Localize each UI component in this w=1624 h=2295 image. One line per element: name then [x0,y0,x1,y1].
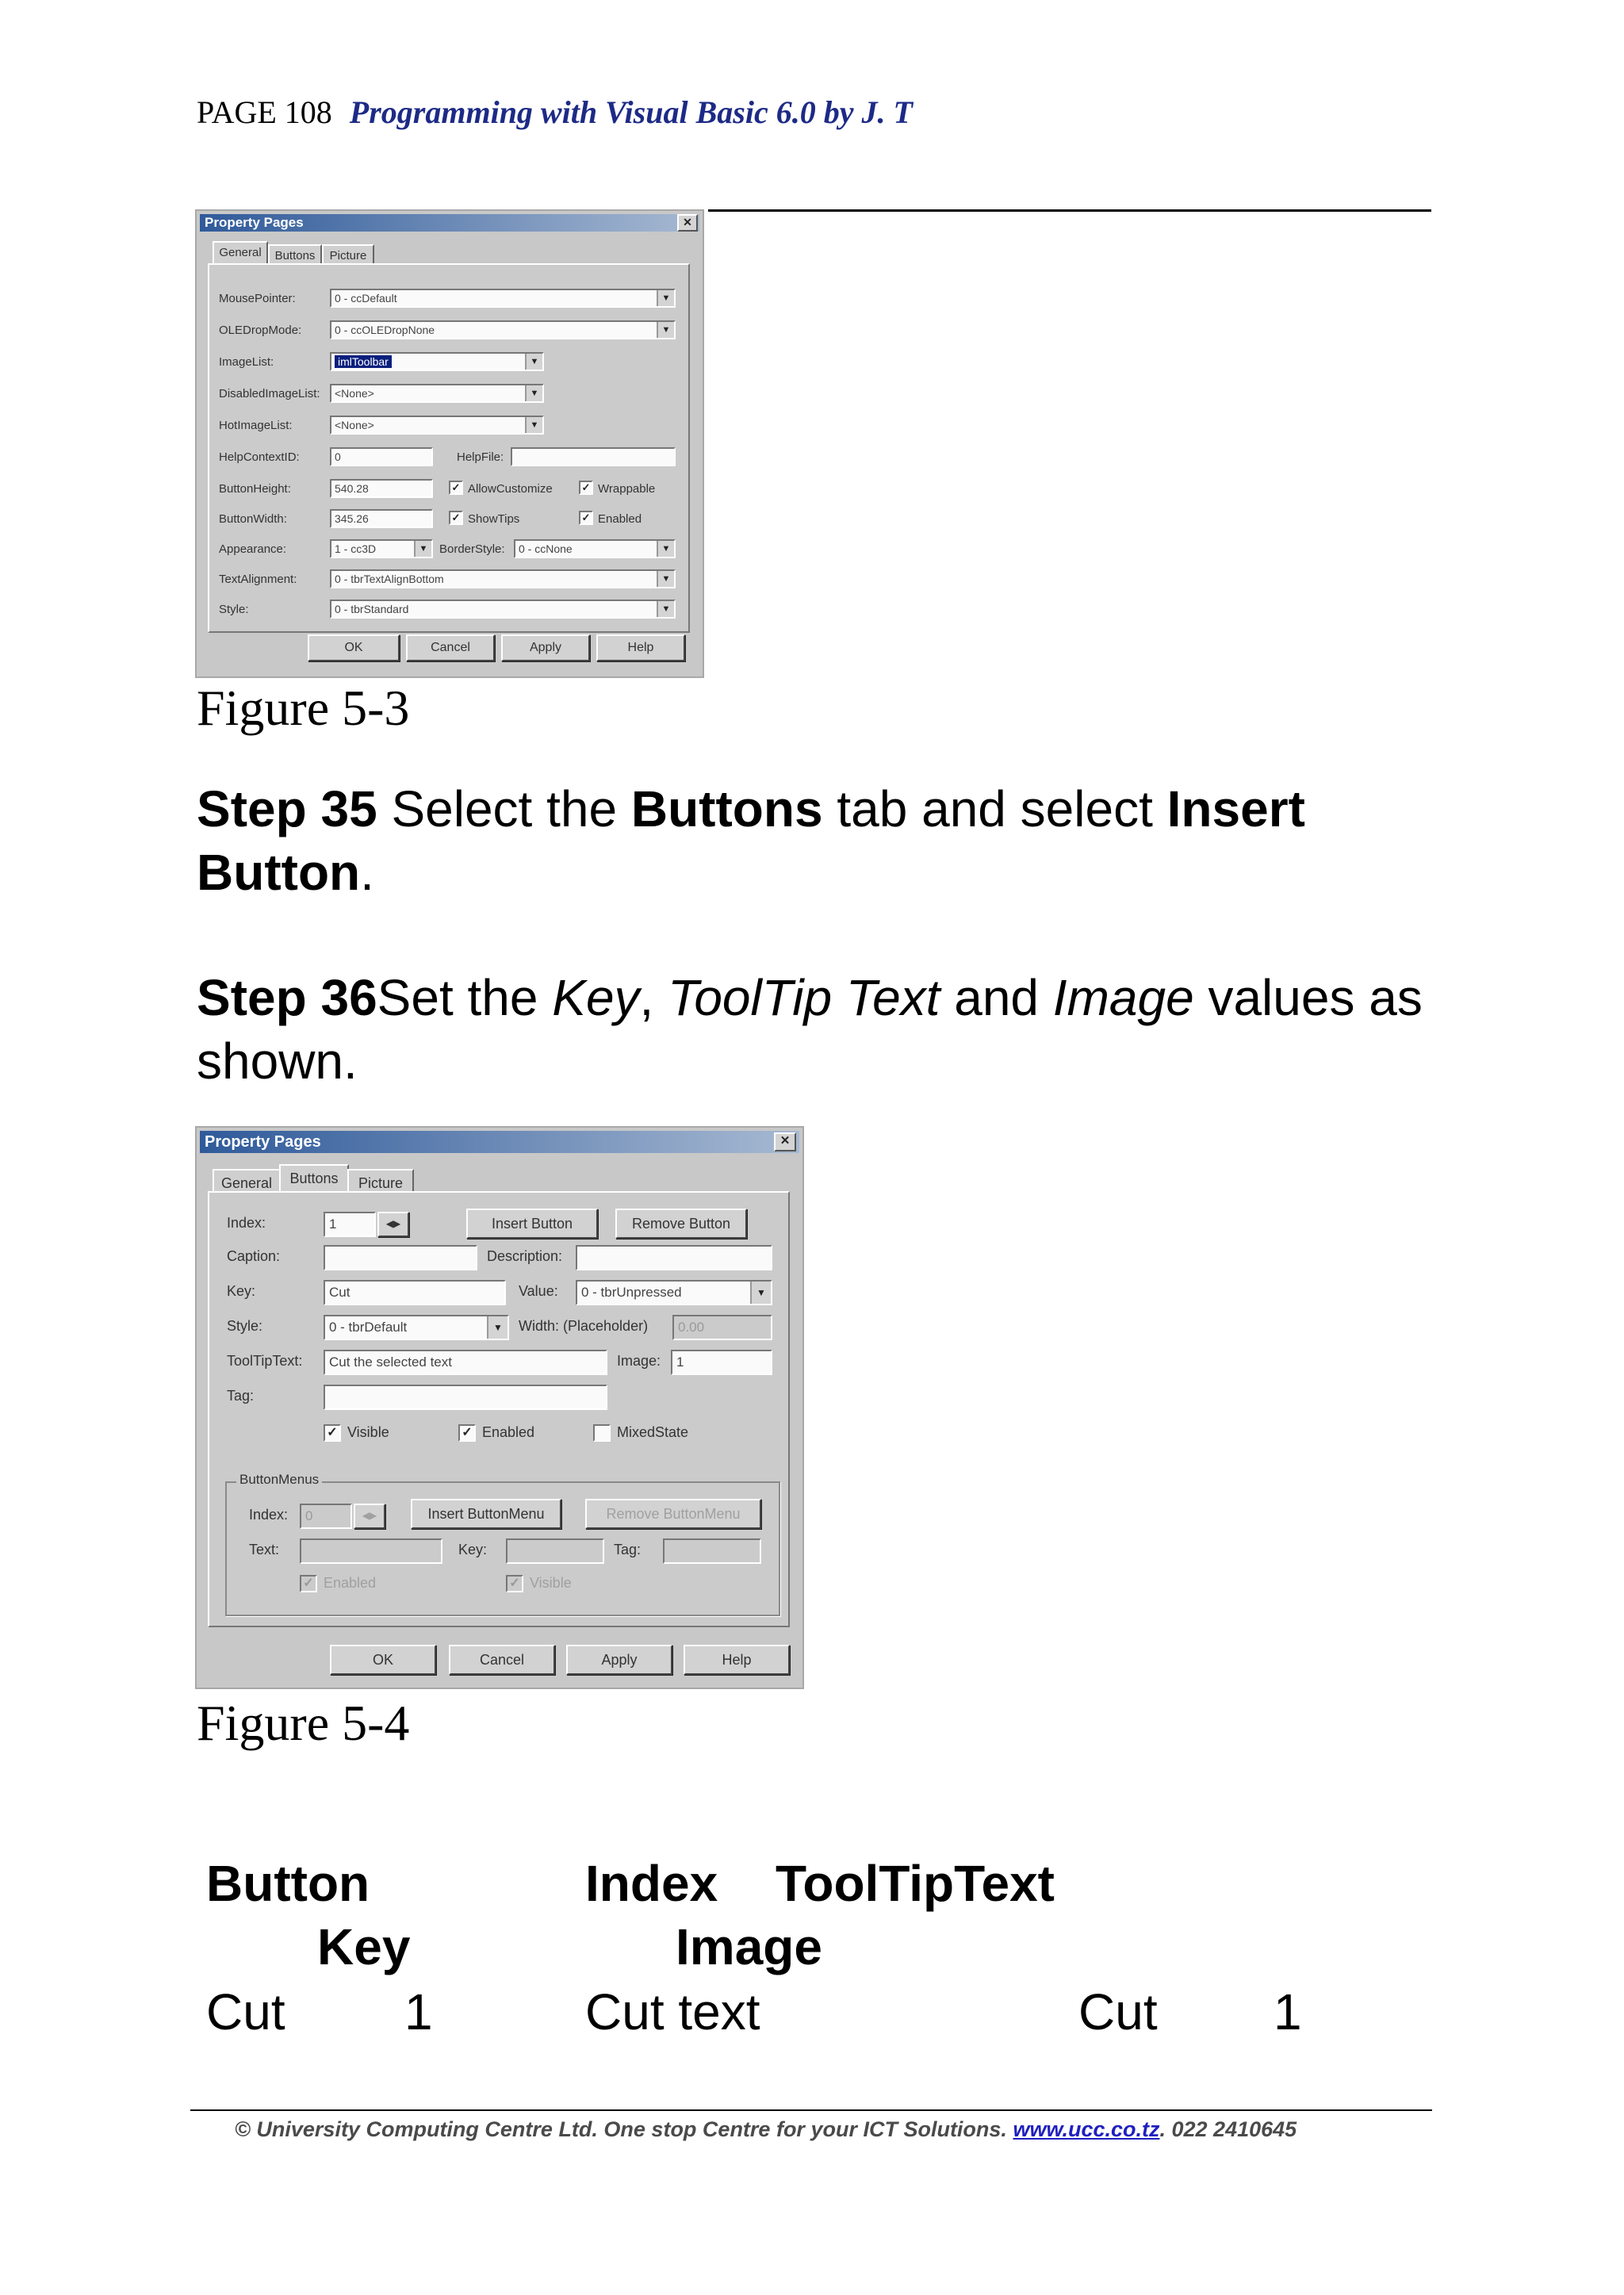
bm-index-input[interactable]: 0 [300,1504,352,1529]
table-header-tooltiptext: ToolTipText [776,1855,1055,1912]
apply-button[interactable]: Apply [566,1645,672,1675]
key-label: Key: [227,1283,256,1299]
bm-index-label: Index: [249,1507,289,1523]
chevron-down-icon[interactable]: ▼ [657,322,674,338]
borderstyle-select[interactable]: 0 - ccNone ▼ [514,539,676,558]
bm-key-label: Key: [458,1542,488,1557]
close-icon[interactable]: ✕ [774,1132,796,1151]
buttonwidth-input[interactable]: 345.26 [330,509,433,528]
table-cell-image: 1 [1274,1983,1302,2040]
mousepointer-select[interactable]: 0 - ccDefault ▼ [330,289,676,308]
showtips-label: ShowTips [468,512,520,526]
width-label: Width: (Placeholder) [519,1318,649,1334]
step-number: Step 36 [197,969,377,1026]
bm-key-input[interactable] [506,1538,604,1564]
oledropmode-label: OLEDropMode: [219,324,302,337]
bm-visible-checkbox[interactable]: ✓ [506,1575,523,1592]
tab-picture[interactable]: Picture [322,244,374,265]
value-label: Value: [519,1283,558,1299]
tab-general[interactable]: General [213,1169,281,1194]
allowcustomize-label: AllowCustomize [468,482,553,496]
insert-button-button[interactable]: Insert Button [466,1209,598,1239]
ok-button[interactable]: OK [330,1645,436,1675]
dialog-title: Property Pages [205,215,304,230]
book-title: Programming with Visual Basic 6.0 by J. T [349,94,913,130]
enabled-checkbox[interactable]: ✓ [579,511,593,525]
description-input[interactable] [576,1245,772,1270]
enabled-label: Enabled [482,1424,535,1440]
bm-text-label: Text: [249,1542,280,1557]
dialog-title: Property Pages [205,1133,321,1151]
disabledimagelist-label: DisabledImageList: [219,387,320,400]
wrappable-label: Wrappable [598,482,656,496]
helpcontextid-label: HelpContextID: [219,450,300,464]
style-select[interactable]: 0 - tbrStandard ▼ [330,600,676,619]
table-cell-key: Cut [1078,1983,1158,2040]
buttonheight-input[interactable]: 540.28 [330,479,433,498]
header-rule [708,209,1431,212]
bm-tag-label: Tag: [614,1542,642,1557]
value-select[interactable]: 0 - tbrUnpressed ▼ [576,1280,772,1305]
showtips-checkbox[interactable]: ✓ [449,511,463,525]
appearance-select[interactable]: 1 - cc3D ▼ [330,539,433,558]
bm-tag-input[interactable] [663,1538,761,1564]
chevron-down-icon[interactable]: ▼ [657,290,674,306]
tag-label: Tag: [227,1388,255,1404]
caption-label: Caption: [227,1248,281,1264]
tab-buttons[interactable]: Buttons [268,244,322,265]
property-pages-buttons-dialog [195,1126,804,1689]
mousepointer-label: MousePointer: [219,292,296,305]
hotimagelist-label: HotImageList: [219,419,293,432]
tab-buttons[interactable]: Buttons [279,1164,349,1193]
textalignment-select[interactable]: 0 - tbrTextAlignBottom ▼ [330,569,676,588]
step-35: Step 35 Select the Buttons tab and select Insert Button. [197,780,1305,901]
insert-buttonmenu-button[interactable]: Insert ButtonMenu [411,1499,561,1529]
image-label: Image: [617,1353,661,1369]
step-number: Step 35 [197,780,377,837]
dialog-title-bar [200,214,699,232]
description-label: Description: [487,1248,563,1264]
remove-buttonmenu-button[interactable]: Remove ButtonMenu [585,1499,761,1529]
chevron-down-icon[interactable]: ▼ [657,571,674,587]
tooltiptext-label: ToolTipText: [227,1353,303,1369]
caption-input[interactable] [324,1245,477,1270]
footer-rule [190,2109,1432,2111]
cancel-button[interactable]: Cancel [406,634,495,661]
chevron-down-icon[interactable]: ▼ [414,541,431,557]
step-36: Step 36Set the Key, ToolTip Text and Image values as shown. [197,969,1423,1090]
helpcontextid-input[interactable]: 0 [330,447,433,466]
style-select[interactable]: 0 - tbrDefault ▼ [324,1315,509,1340]
tag-input[interactable] [324,1385,607,1410]
tooltiptext-input[interactable]: Cut the selected text [324,1350,607,1375]
table-header-button: Button [206,1855,370,1912]
width-input[interactable]: 0.00 [672,1315,772,1340]
style-label: Style: [227,1318,263,1334]
appearance-label: Appearance: [219,542,287,556]
close-icon[interactable]: ✕ [677,214,698,232]
table-header-index: Index [585,1855,718,1912]
chevron-down-icon[interactable]: ▼ [525,385,542,401]
tab-general[interactable]: General [213,241,268,265]
bm-text-input[interactable] [300,1538,442,1564]
textalignment-label: TextAlignment: [219,573,297,586]
image-input[interactable]: 1 [671,1350,772,1375]
key-input[interactable]: Cut [324,1280,506,1305]
hotimagelist-select[interactable]: <None> ▼ [330,416,544,435]
mixedstate-checkbox[interactable] [593,1424,611,1442]
table-cell-index: 1 [404,1983,433,2040]
allowcustomize-checkbox[interactable]: ✓ [449,481,463,495]
enabled-checkbox[interactable]: ✓ [458,1424,476,1442]
index-label: Index: [227,1215,266,1231]
chevron-down-icon[interactable]: ▼ [525,354,542,370]
apply-button[interactable]: Apply [501,634,590,661]
page-header [197,94,913,131]
website-link[interactable]: www.ucc.co.tz [1013,2117,1160,2141]
style-label: Style: [219,603,249,616]
help-button[interactable]: Help [596,634,685,661]
chevron-down-icon[interactable]: ▼ [657,601,674,617]
dialog-title-bar [200,1131,799,1153]
visible-label: Visible [347,1424,389,1440]
property-pages-general-dialog [195,209,704,678]
help-button[interactable]: Help [684,1645,790,1675]
wrappable-checkbox[interactable]: ✓ [579,481,593,495]
figure-caption: Figure 5-4 [197,1695,410,1751]
table-cell-tooltiptext: Cut text [585,1983,760,2040]
cancel-button[interactable]: Cancel [449,1645,555,1675]
table-header-key: Key [317,1918,411,1975]
table-header-image: Image [676,1918,822,1975]
borderstyle-label: BorderStyle: [439,542,505,556]
chevron-down-icon[interactable]: ▼ [525,417,542,433]
helpfile-input[interactable] [511,447,676,466]
bm-enabled-checkbox[interactable]: ✓ [300,1575,317,1592]
disabledimagelist-select[interactable]: <None> ▼ [330,384,544,403]
figure-caption: Figure 5-3 [197,680,410,736]
table-cell-button: Cut [206,1983,285,2040]
index-input[interactable]: 1 [324,1212,376,1237]
chevron-down-icon[interactable]: ▼ [750,1282,771,1304]
buttonwidth-label: ButtonWidth: [219,512,287,526]
chevron-down-icon[interactable]: ▼ [657,541,674,557]
bm-index-stepper-icon[interactable]: ◀▶ [354,1504,385,1529]
chevron-down-icon[interactable]: ▼ [487,1316,508,1339]
tab-picture[interactable]: Picture [347,1169,414,1194]
bm-enabled-label: Enabled [324,1575,377,1591]
visible-checkbox[interactable]: ✓ [324,1424,341,1442]
buttonmenus-group-title: ButtonMenus [236,1472,322,1488]
imagelist-label: ImageList: [219,355,274,369]
page-number: PAGE 108 [197,94,332,130]
helpfile-label: HelpFile: [457,450,504,464]
page-footer: © University Computing Centre Ltd. One stop Centre for your ICT Solutions. www.ucc.co.tz. 022 2410645 [235,2117,1297,2141]
imagelist-select[interactable]: imlToolbar ▼ [330,352,544,371]
enabled-label: Enabled [598,512,642,526]
oledropmode-select[interactable]: 0 - ccOLEDropNone ▼ [330,320,676,339]
bm-visible-label: Visible [530,1575,572,1591]
mixedstate-label: MixedState [617,1424,689,1440]
remove-button-button[interactable]: Remove Button [615,1209,747,1239]
buttonheight-label: ButtonHeight: [219,482,291,496]
index-stepper-icon[interactable]: ◀▶ [377,1212,409,1237]
ok-button[interactable]: OK [308,634,400,661]
